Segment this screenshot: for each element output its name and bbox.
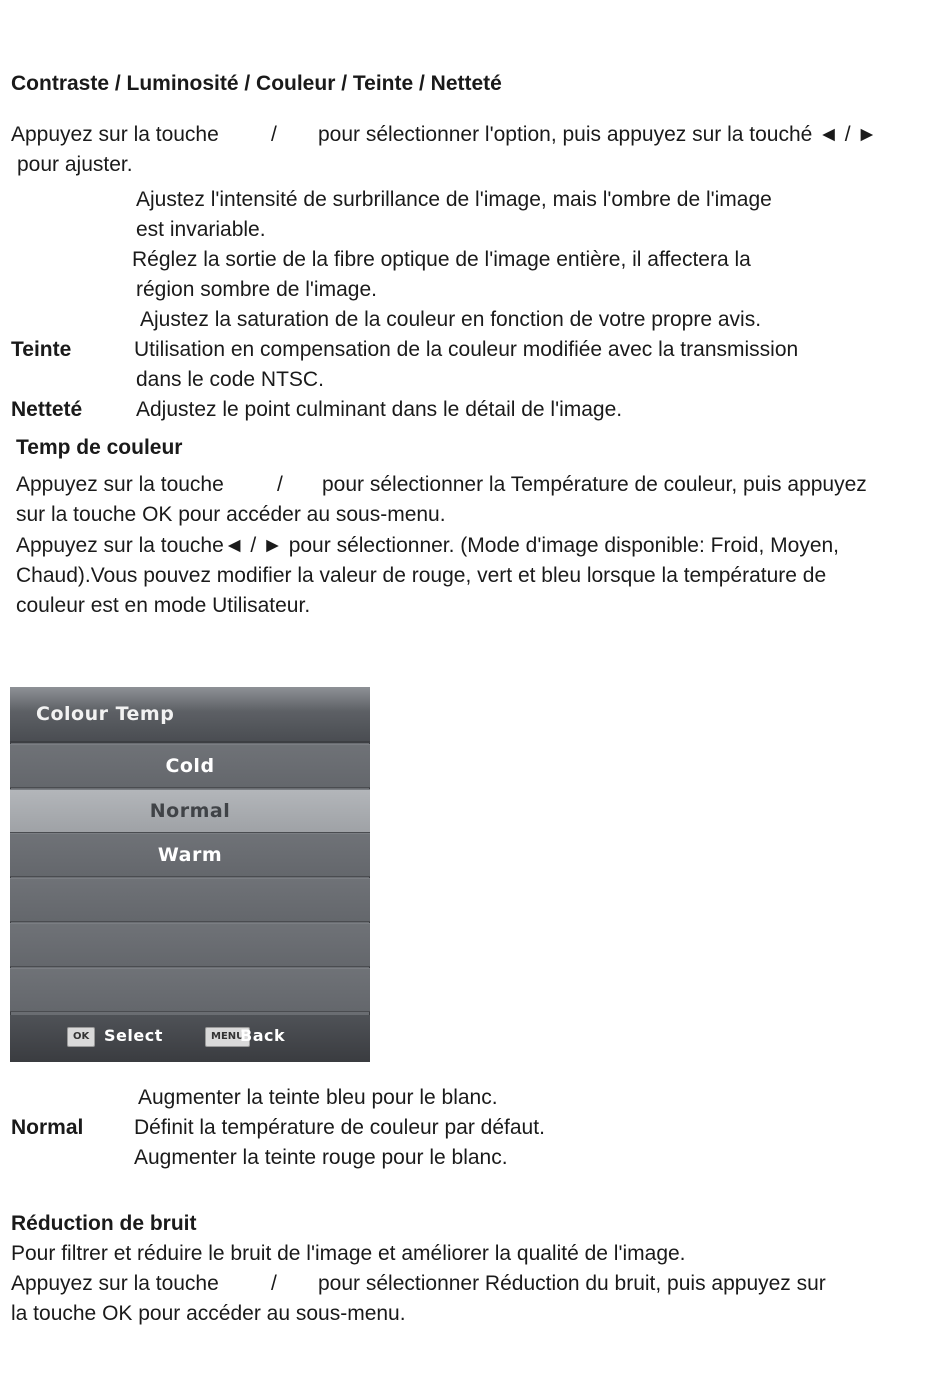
select-hint: Select	[104, 1026, 163, 1045]
intro-text-part-1: Appuyez sur la touche	[11, 123, 219, 146]
intro-text-part-3: pour ajuster.	[17, 153, 133, 176]
osd-option-warm[interactable]: Warm	[10, 833, 370, 877]
back-hint: Back	[240, 1026, 286, 1045]
cold-desc: Augmenter la teinte bleu pour le blanc.	[138, 1086, 498, 1109]
normal-label: Normal	[11, 1116, 84, 1139]
osd-title: Colour Temp	[36, 703, 175, 725]
tint-label: Teinte	[11, 338, 72, 361]
colour-temp-line-1c: pour sélectionner la Température de couleur, puis appuyez	[322, 473, 867, 496]
noise-reduction-line-1: Pour filtrer et réduire le bruit de l'image et améliorer la qualité de l'image.	[11, 1242, 686, 1265]
intro-slash: /	[271, 123, 277, 146]
warm-desc: Augmenter la teinte rouge pour le blanc.	[134, 1146, 508, 1169]
colour-temp-osd-menu	[10, 687, 370, 1062]
osd-empty-row	[10, 878, 370, 922]
noise-reduction-slash: /	[271, 1272, 277, 1295]
osd-header	[10, 687, 370, 743]
contrast-desc-line-1: Ajustez l'intensité de surbrillance de l'image, mais l'ombre de l'image	[136, 188, 772, 211]
osd-footer	[10, 1015, 370, 1062]
colour-temp-line-4: Chaud).Vous pouvez modifier la valeur de rouge, vert et bleu lorsque la température de	[16, 564, 827, 587]
colour-temp-line-5: couleur est en mode Utilisateur.	[16, 594, 311, 617]
noise-reduction-line-2c: pour sélectionner Réduction du bruit, puis appuyez sur	[318, 1272, 826, 1295]
brightness-desc-line-2: région sombre de l'image.	[136, 278, 377, 301]
noise-reduction-line-3: la touche OK pour accéder au sous-menu.	[11, 1302, 406, 1325]
osd-option-cold[interactable]: Cold	[10, 744, 370, 788]
noise-reduction-line-2a: Appuyez sur la touche	[11, 1272, 219, 1295]
osd-option-normal[interactable]: Normal	[10, 789, 370, 833]
section-heading-colour-temp: Temp de couleur	[16, 436, 183, 459]
osd-empty-row	[10, 923, 370, 967]
sharpness-desc: Adjustez le point culminant dans le détail de l'image.	[136, 398, 623, 421]
section-heading-noise-reduction: Réduction de bruit	[11, 1212, 197, 1235]
contrast-desc-line-2: est invariable.	[136, 218, 266, 241]
ok-key-icon: OK	[67, 1027, 95, 1047]
colour-temp-line-1a: Appuyez sur la touche	[16, 473, 224, 496]
colour-temp-line-2: sur la touche OK pour accéder au sous-menu.	[16, 503, 446, 526]
colour-desc: Ajustez la saturation de la couleur en fonction de votre propre avis.	[140, 308, 762, 331]
tint-desc-line-2: dans le code NTSC.	[136, 368, 324, 391]
colour-temp-line-3: Appuyez sur la touche◄ / ► pour sélectionner. (Mode d'image disponible: Froid, Moyen,	[16, 534, 840, 557]
normal-desc: Définit la température de couleur par défaut.	[134, 1116, 545, 1139]
colour-temp-slash: /	[277, 473, 283, 496]
tint-desc-line-1: Utilisation en compensation de la couleur modifiée avec la transmission	[134, 338, 799, 361]
brightness-desc-line-1: Réglez la sortie de la fibre optique de l'image entière, il affectera la	[132, 248, 751, 271]
sharpness-label: Netteté	[11, 398, 83, 421]
section-heading-picture-settings: Contraste / Luminosité / Couleur / Teinte / Netteté	[11, 72, 502, 95]
intro-text-part-2: pour sélectionner l'option, puis appuyez sur la touché ◄ / ►	[318, 123, 878, 146]
menu-key-icon: MENU	[205, 1027, 250, 1047]
osd-empty-row	[10, 968, 370, 1012]
